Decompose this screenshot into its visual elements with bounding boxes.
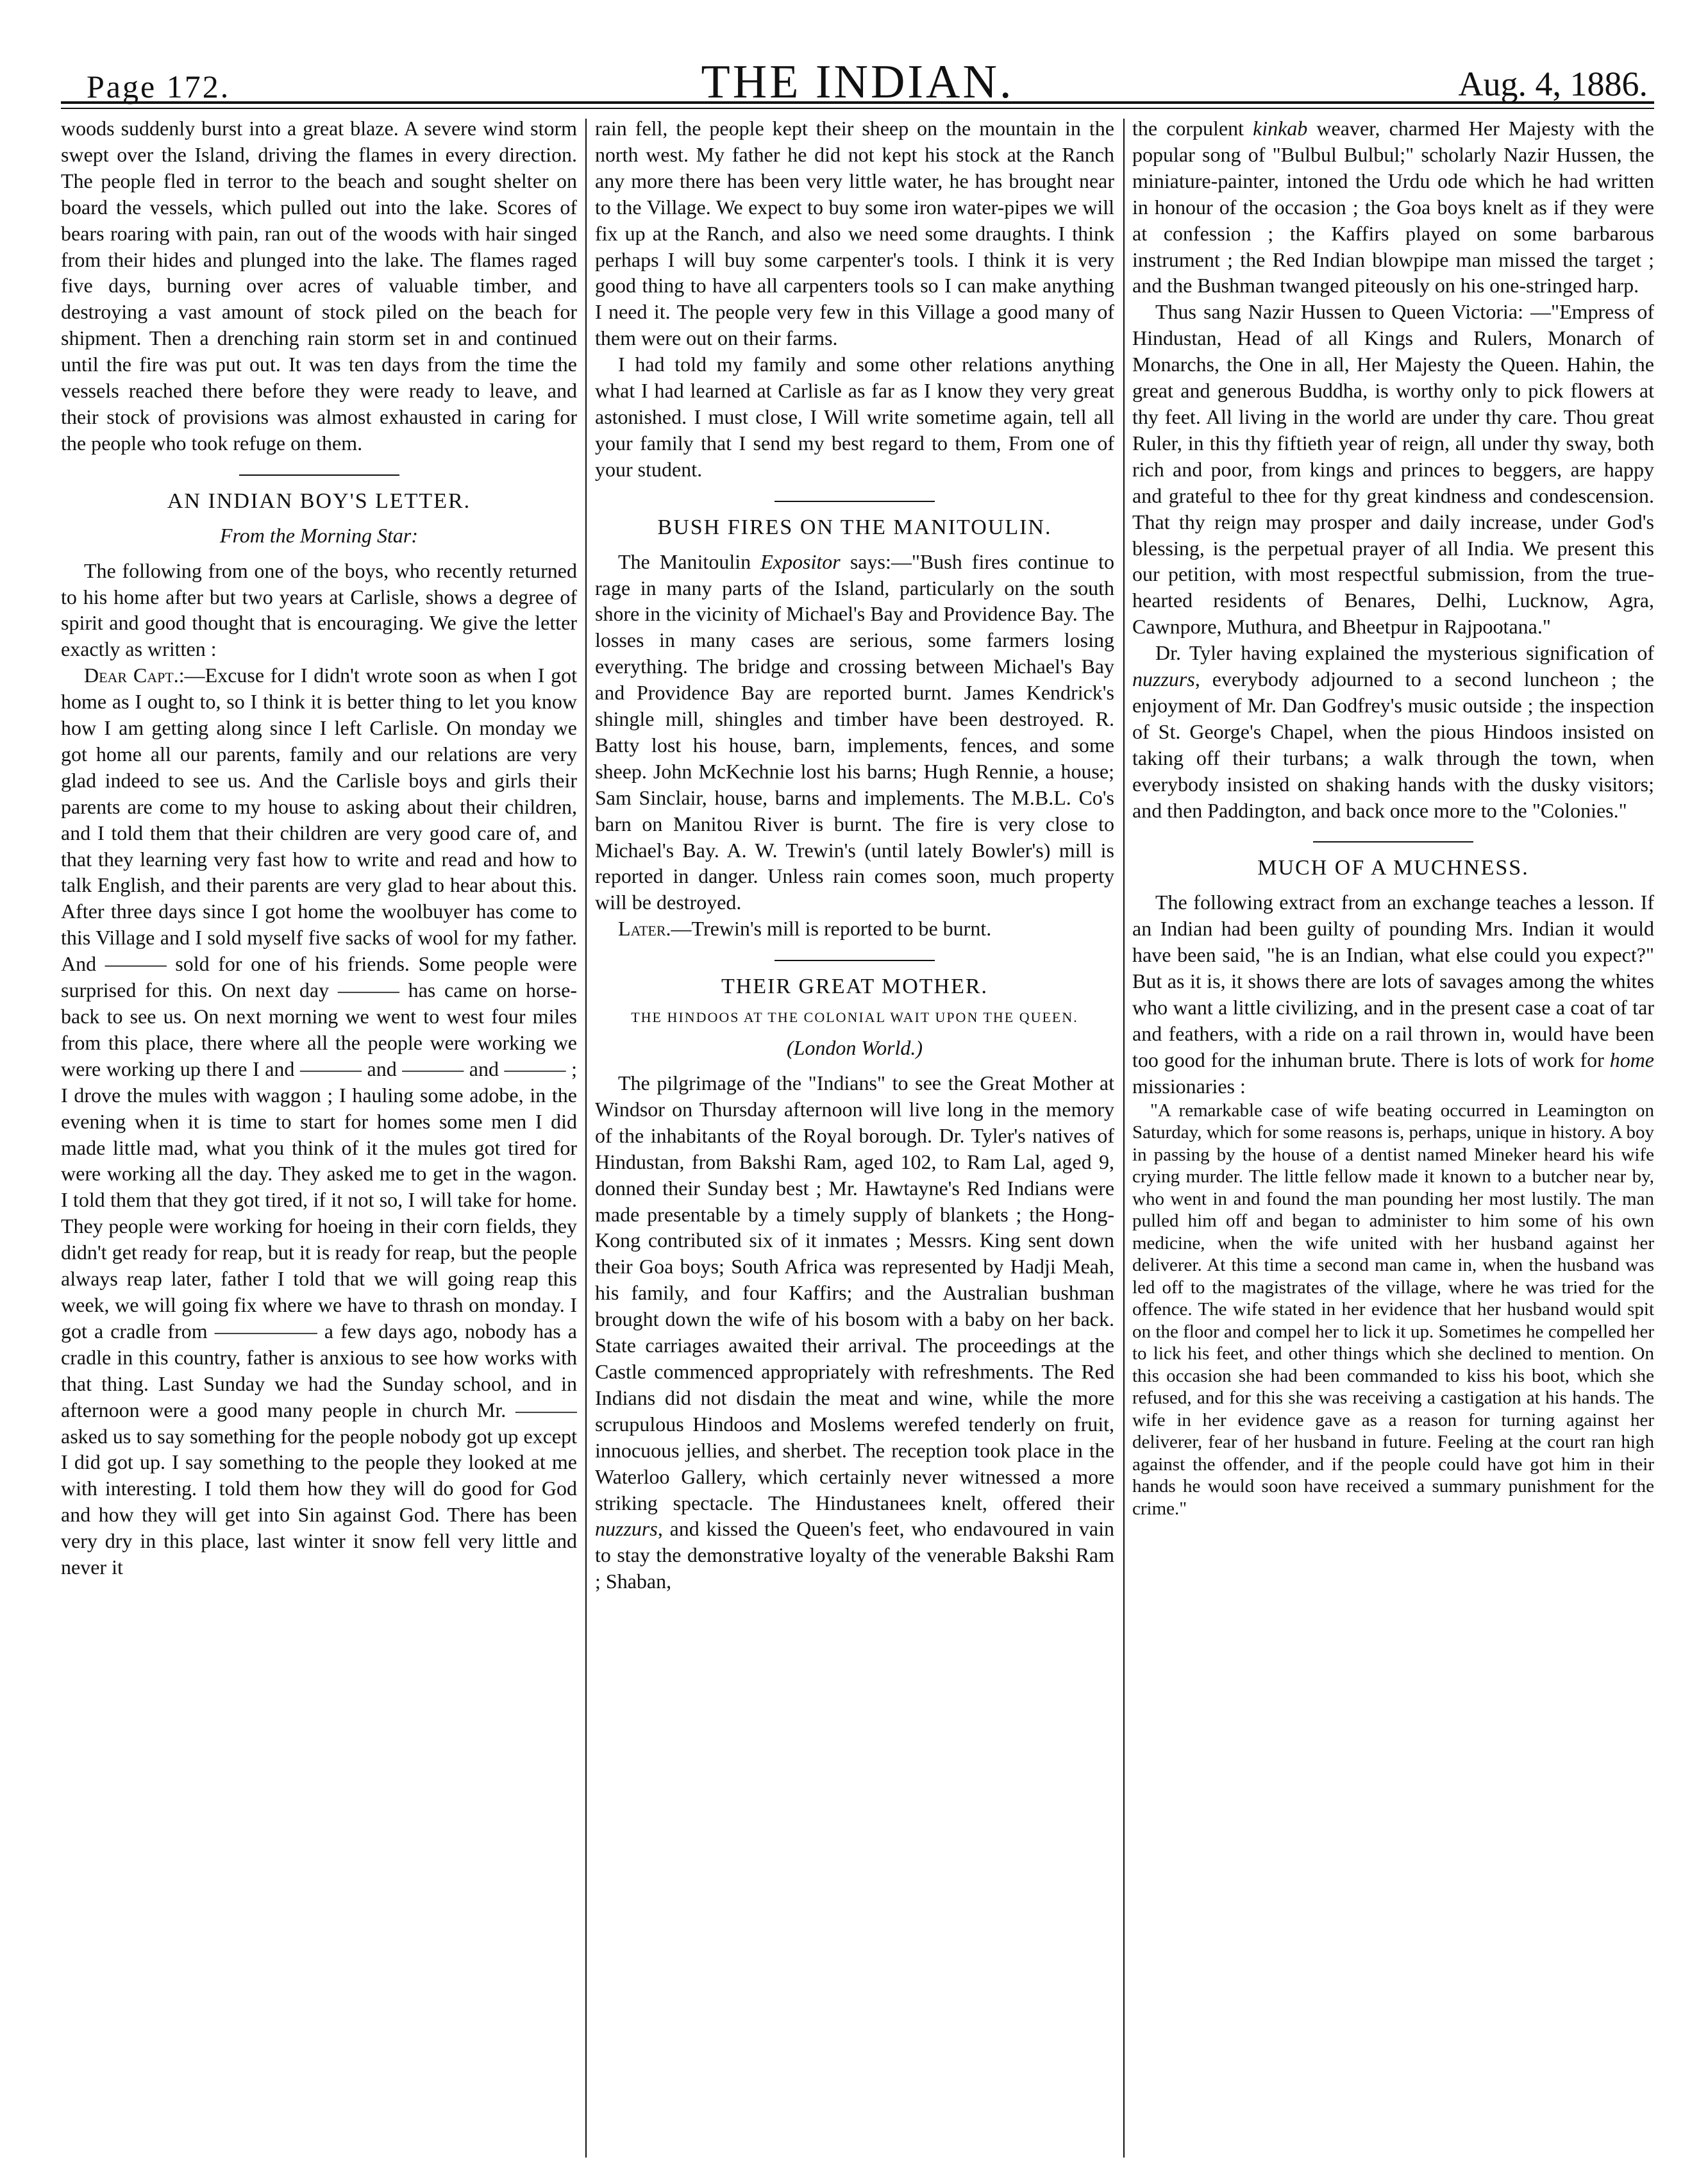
column-divider: [585, 119, 587, 2158]
italic-term: nuzzurs: [1132, 667, 1195, 691]
header-rule-thin: [61, 108, 1654, 109]
issue-date: Aug. 4, 1886.: [1458, 65, 1648, 103]
bush-text: says:—"Bush fires continue to rage in many parts of the Island, particularly on the south shore in the vicinity of Michael's Bay and Providence Bay. The losses in many cases are serious, some farmers losing everything. The bridge and crossing between Michael's Bay and Providence Bay are reported burnt. James Kendrick's shingle mill, shingles and timber have been destroyed. R. Batty lost his house, barn, implements, fences, and some sheep. John McKechnie lost his barns; Hugh Rennie, a house; Sam Sinclair, house, barns and implements. The M.B.L. Co's barn on Manitou River is burnt. The fire is very close to Michael's Bay. A. W. Trewin's (until lately Bowler's) mill is reported in danger. Unless rain comes soon, much property will be destroyed.: [595, 549, 1114, 914]
tyler-text-a: Dr. Tyler having explained the mysterious signification of: [1155, 641, 1654, 665]
muchness-text-b: missionaries :: [1132, 1074, 1246, 1098]
great-mother-text-2: , and kissed the Queen's feet, who endavoured in vain to stay the demonstrative loyalty of the venerable Bakshi Ram ; Shaban,: [595, 1517, 1114, 1593]
letter-continuation: rain fell, the people kept their sheep on the mountain in the north west. My father he did not kept his stock at the Ranch any more there has been very little water, he has brought near to the Village. We expect to buy some iron water-pipes we will fix up at the Ranch, and also we need some draughts. I think perhaps I will buy some carpenter's tools. I think it is very good thing to have all carpenters tools so I can make anything I need it. The people very few in this Village a good many of them were out on their farms.: [595, 117, 1114, 350]
italic-term: kinkab: [1253, 117, 1308, 140]
column-1: [61, 115, 577, 2151]
letter-intro: The following from one of the boys, who recently returned to his home after but two years at Carlisle, shows a degree of spirit and good thought that is encouraging. We give the letter exactly as written :: [61, 558, 577, 661]
fire-story-continuation: woods suddenly burst into a great blaze. A severe wind storm swept over the Island, driving the flames in every direction. The people fled in terror to the beach and sought shelter on board the vessels, which pulled out into the lake. Scores of bears roaring with pain, ran out of the woods with hair singed from their hides and plunged into the lake. The flames raged five days, burning over acres of valuable timber, and destroying a vast amount of stock piled on the beach for shipment. Then a drenching rain storm set in and continued until the fire was put out. It was ten days from the time the vessels reached there before they were ready to leave, and their stock of provisions was almost exhausted in caring for the people who took refuge on them.: [61, 117, 577, 455]
article-source: From the Morning Star:: [219, 523, 418, 547]
later-text: —Trewin's mill is reported to be burnt.: [671, 917, 992, 941]
page-number: Page 172.: [87, 69, 231, 105]
italic-term: nuzzurs: [595, 1517, 658, 1541]
tyler-paragraph: [1132, 640, 1654, 823]
letter-closing: I had told my family and some other relations anything what I had learned at Carlisle as far as I know they very great astonished. I must close, I Will write sometime again, tell all your family that I send my best regard to them, From one of your student.: [595, 353, 1114, 481]
cont-text-a: the corpulent: [1132, 117, 1244, 140]
article-heading-muchness: MUCH OF A MUCHNESS.: [1257, 856, 1529, 880]
letter-salutation: Dear Capt.: [84, 664, 179, 687]
article-heading-great-mother: THEIR GREAT MOTHER.: [721, 975, 989, 999]
quoted-extract: "A remarkable case of wife beating occurred in Leamington on Saturday, which for some reasons is, perhaps, unique in history. A boy in passing by the house of a dentist named Mineker heard his wife crying murder. The little fellow made it known to a butcher near by, who went in and found the man pounding her most lustily. The man pulled him off and began to administer to him some of his own medicine, when the wife united with her husband against her deliverer. At this time a second man came in, when the husband was led off to the magistrates of the village, where he was tried for the offence. The wife stated in her evidence that her husband would spit on the floor and compel her to lick it up. Sometimes he compelled her to lick his feet, and other things which she declined to mention. On this occasion she had been commanded to kiss his boot, which she refused, and for this she was receiving a castigation at his hands. The wife in her evidence gave as a reason for turning against her deliverer, fear of her husband in future. Feeling at the court ran high against the offender, and if the people could have got him in their hands he would soon have received a summary punishment for the crime.": [1132, 1100, 1654, 1519]
masthead: [61, 44, 1654, 108]
column-2: [595, 115, 1114, 2151]
muchness-intro: [1132, 889, 1654, 1099]
section-divider: [1313, 841, 1473, 843]
italic-term: home: [1609, 1048, 1654, 1071]
great-mother-continuation: [1132, 115, 1654, 299]
header-rule-thick: [61, 101, 1654, 104]
great-mother-body: [595, 1070, 1114, 1595]
later-label: Later.: [618, 917, 671, 941]
article-source: (London World.): [786, 1036, 923, 1060]
section-divider: [774, 501, 935, 502]
great-mother-text: The pilgrimage of the "Indians" to see the Great Mother at Windsor on Thursday afternoon will live long in the memory of the inhabitants of the Royal borough. Dr. Tyler's natives of Hindustan, from Bakshi Ram, aged 102, to Ram Lal, aged 9, donned their Sunday best ; Mr. Hawtayne's Red Indians were made presentable by a timely supply of blankets ; the Hong-Kong contributed six of it inmates ; Messrs. King sent down their Goa boys; South Africa was represented by Hadji Meah, his family, and four Kaffirs; and the Australian bushman brought down the wife of his bosom with a baby on her back. State carriages awaited their arrival. The proceedings at the Castle commenced appropriately with refreshments. The Red Indians did not disdain the meat and wine, while the more scrupulous Hindoos and Moslems werefed tenderly on fruit, innocuous jellies, and sherbet. The reception took place in the Waterloo Gallery, which certainly never witnessed a more striking spectacle. The Hindustanees knelt, offered their: [595, 1071, 1114, 1514]
letter-body: [61, 662, 577, 1581]
letter-text: :—Excuse for I didn't wrote soon as when I got home as I ought to, so I think it is better thing to let you know how I am getting along since I left Carlisle. On monday we got home all our parents, family and our relations are very glad indeed to see us. And the Carlisle boys and girls their parents are come to my house to asking about their children, and I told them that their children are very good care of, and that they learning very fast how to write and read and how to talk English, and their parents are very glad to hear about this. After three days since I got home the woolbuyer has come to this Village and I sold myself five sacks of wool for my father. And ——— sold for one of his friends. Some people were surprised for this. On next day ——— has came on horse-back to see us. On next morning we went to west four miles from this place, there where all the people were working we were working up there I and ——— and ——— and ——— ; I drove the mules with waggon ; I hauling some adobe, in the evening when it is time to start for homes some men I did made little mad, what you think of it the mules got tired for were working all the day. They asked me to get in the wagon. I told them that they got tired, if it not so, I will take for home. They people were working for hoeing in their corn fields, they didn't get ready for reap, but it is ready for reap, but the people always reap later, father I told that we will going reap this week, we will going fix where we have to thrash on monday. I got a cradle from ————— a few days ago, nobody has a cradle in this country, father is anxious to see how works with that thing. Last Sunday we had the Sunday school, and in afternoon were a good many people in church Mr. ——— asked us to say something for the people nobody got up except I did got up. I say something to the people they looked at me with interesting. I told them how they will do good for God and how they will get into Sin against God. There has been very dry in this place, last winter it snow fell very little and never it: [61, 664, 577, 1579]
bush-lead: The Manitoulin: [618, 549, 751, 573]
article-heading-bush-fires: BUSH FIRES ON THE MANITOULIN.: [657, 515, 1052, 539]
nazir-song: Thus sang Nazir Hussen to Queen Victoria: —"Empress of Hindustan, Head of all Kings and Rulers, Monarch of Monarchs, the One in all, Her Majesty the Queen. Hahin, the great and generous Buddha, is worthy only to pick flowers at thy feet. All living in the world are under thy care. Thou great Ruler, in this thy fiftieth year of reign, all under thy sway, both rich and poor, from kings and princes to beggers, are happy and grateful to thee for thy great kindness and condescension. That thy reign may prosper and daily increase, under God's blessing, is the perpetual prayer of all India. We present this our petition, with most respectful submission, from the true-hearted residents of Benares, Delhi, Lucknow, Agra, Cawnpore, Muthura, and Bheetpur in Rajpootana.": [1132, 300, 1654, 639]
column-3: [1132, 115, 1654, 2151]
muchness-text-a: The following extract from an exchange teaches a lesson. If an Indian had been guilty of pounding Mrs. Indian it would have been said, "he is an Indian, what else could you expect?" But as it is, it shows there are lots of savages among the whites who want a little civilizing, and in the present case a coat of tar and feathers, with a ride on a rail thrown in, would have been too good for the inhuman brute. There is lots of work for: [1132, 891, 1654, 1071]
section-divider: [239, 474, 399, 476]
bush-fires-later: [595, 916, 1114, 942]
newspaper-name: Expositor: [760, 549, 841, 573]
article-subheading: THE HINDOOS AT THE COLONIAL WAIT UPON THE QUEEN.: [631, 1009, 1078, 1026]
article-heading-boys-letter: AN INDIAN BOY'S LETTER.: [167, 489, 471, 513]
newspaper-title: THE INDIAN.: [701, 56, 1014, 108]
cont-text-b: weaver, charmed Her Majesty with the popular song of "Bulbul Bulbul;" scholarly Nazir Hussen, the miniature-painter, intoned the Urdu ode which he had written in honour of the occasion ; the Goa boys knelt as if they were at confession ; the Kaffirs played on some barbarous instrument ; the Red Indian blowpipe man missed the target ; and the Bushman twanged piteously on his one-stringed harp.: [1132, 117, 1654, 298]
bush-fires-body: [595, 549, 1114, 916]
section-divider: [774, 960, 935, 961]
column-divider: [1123, 119, 1125, 2158]
tyler-text-b: , everybody adjourned to a second luncheon ; the enjoyment of Mr. Dan Godfrey's music outside ; the inspection of St. George's Chapel, when the pious Hindoos insisted on taking off their turbans; a walk through the town, when everybody insisted on shaking hands with the dusky visitors; and then Paddington, and back once more to the "Colonies.": [1132, 667, 1654, 822]
